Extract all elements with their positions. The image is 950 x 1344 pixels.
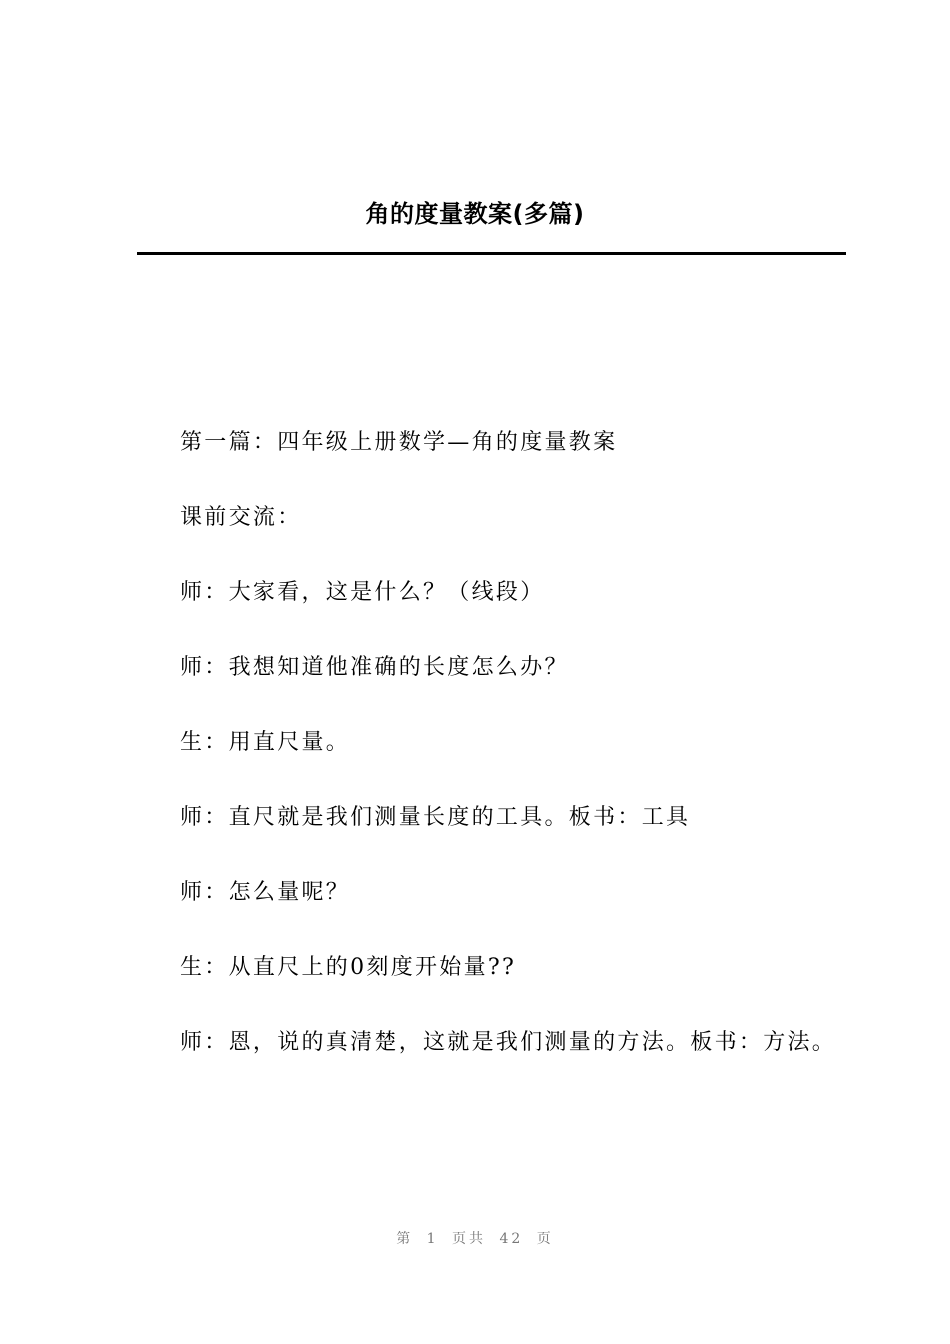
paragraph: 生：从直尺上的0刻度开始量??	[180, 955, 517, 980]
paragraph: 师：大家看，这是什么？（线段）	[180, 580, 545, 605]
paragraph: 课前交流：	[180, 505, 302, 530]
title-divider	[137, 252, 846, 255]
paragraph: 生：用直尺量。	[180, 730, 351, 755]
paragraph: 师：恩，说的真清楚，这就是我们测量的方法。板书：方法。	[180, 1030, 837, 1055]
paragraph: 师：我想知道他准确的长度怎么办？	[180, 655, 569, 680]
paragraph: 师：直尺就是我们测量长度的工具。板书：工具	[180, 805, 691, 830]
document-title: 角的度量教案(多篇)	[365, 200, 585, 228]
section-heading: 第一篇：四年级上册数学—角的度量教案	[180, 430, 618, 455]
paragraph: 师：怎么量呢？	[180, 880, 351, 905]
page-number-footer: 第 1 页共 42 页	[396, 1231, 554, 1247]
document-body	[180, 424, 880, 1099]
